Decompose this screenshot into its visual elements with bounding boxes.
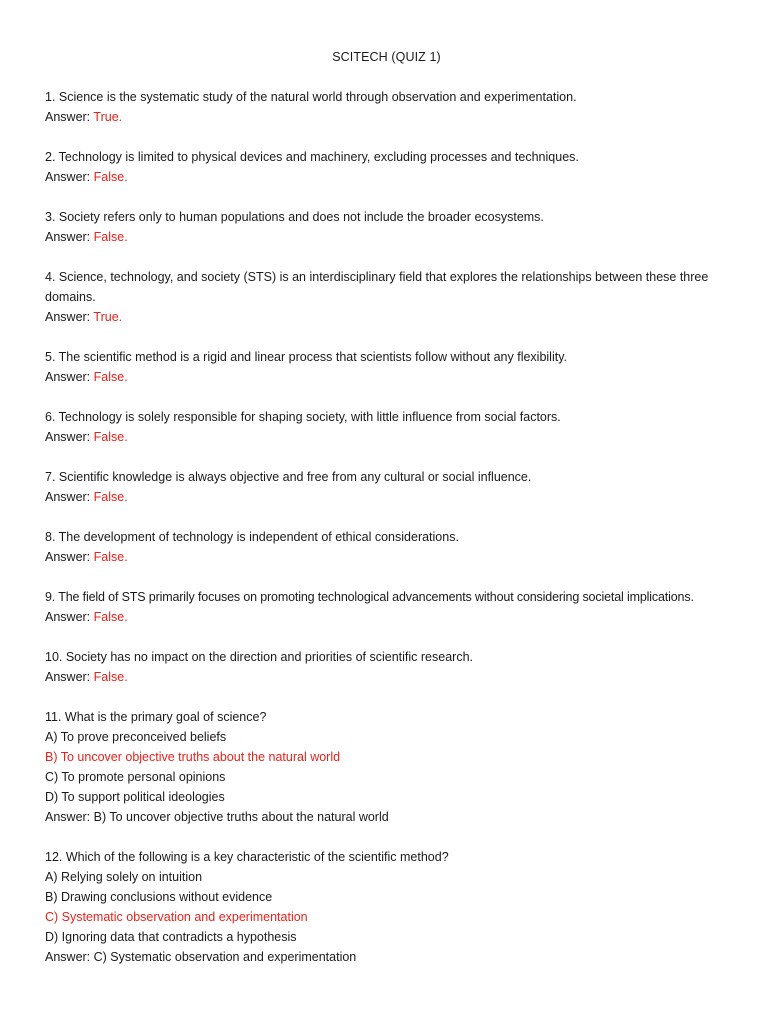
- answer-line: [45, 167, 728, 187]
- question-text: 11. What is the primary goal of science?: [45, 710, 267, 724]
- answer-line: [45, 367, 728, 387]
- tf-question-9: [45, 587, 728, 627]
- answer-line: [45, 107, 728, 127]
- answer-value: False.: [93, 670, 128, 684]
- option-b: B) Drawing conclusions without evidence: [45, 890, 273, 904]
- option-c: C) To promote personal opinions: [45, 770, 226, 784]
- answer-value: False.: [93, 170, 128, 184]
- answer-label: Answer:: [45, 110, 94, 124]
- answer-value: False.: [93, 610, 128, 624]
- answer-line: [45, 227, 728, 247]
- answer-label: Answer:: [45, 550, 94, 564]
- answer-value: False.: [93, 370, 128, 384]
- answer-value: True.: [93, 110, 123, 124]
- mc-question-12: [45, 847, 728, 967]
- option-c-correct: C) Systematic observation and experimentation: [45, 910, 308, 924]
- option-a: A) To prove preconceived beliefs: [45, 730, 227, 744]
- answer-label: Answer:: [45, 430, 94, 444]
- answer-line: [45, 547, 728, 567]
- answer-value: False.: [93, 230, 128, 244]
- tf-question-5: [45, 347, 728, 387]
- answer-value: True.: [93, 310, 123, 324]
- tf-question-8: [45, 527, 728, 567]
- answer-line: [45, 607, 728, 627]
- option-b-correct: B) To uncover objective truths about the natural world: [45, 750, 341, 764]
- option-d: D) Ignoring data that contradicts a hypothesis: [45, 930, 297, 944]
- tf-question-3: [45, 207, 728, 247]
- question-text: 5. The scientific method is a rigid and linear process that scientists follow without any flexibility.: [45, 350, 568, 364]
- option-a: A) Relying solely on intuition: [45, 870, 203, 884]
- answer-label: Answer:: [45, 370, 94, 384]
- answer-label: Answer:: [45, 670, 94, 684]
- answer-line: [45, 487, 728, 507]
- question-text: 6. Technology is solely responsible for shaping society, with little influence from social factors.: [45, 410, 561, 424]
- answer-label: Answer:: [45, 610, 94, 624]
- tf-question-1: [45, 87, 728, 127]
- question-text: 7. Scientific knowledge is always objective and free from any cultural or social influence.: [45, 470, 532, 484]
- question-text: 3. Society refers only to human populations and does not include the broader ecosystems.: [45, 210, 544, 224]
- answer-value: False.: [93, 490, 128, 504]
- question-text: 4. Science, technology, and society (STS) is an interdisciplinary field that explores the relationships between these three domains.: [45, 270, 709, 304]
- answer-label: Answer:: [45, 170, 94, 184]
- option-d: D) To support political ideologies: [45, 790, 225, 804]
- mc-question-11: [45, 707, 728, 827]
- answer-label: Answer:: [45, 230, 94, 244]
- question-text: 12. Which of the following is a key characteristic of the scientific method?: [45, 850, 449, 864]
- question-text: 2. Technology is limited to physical devices and machinery, excluding processes and techniques.: [45, 150, 579, 164]
- answer-label: Answer:: [45, 310, 94, 324]
- document-title: SCITECH (QUIZ 1): [332, 50, 441, 64]
- tf-question-10: [45, 647, 728, 687]
- answer-line: [45, 427, 728, 447]
- question-text: 1. Science is the systematic study of the natural world through observation and experimentation.: [45, 90, 577, 104]
- answer-value: False.: [93, 550, 128, 564]
- answer-line: Answer: B) To uncover objective truths about the natural world: [45, 810, 389, 824]
- answer-line: Answer: C) Systematic observation and experimentation: [45, 950, 357, 964]
- tf-question-7: [45, 467, 728, 507]
- question-text: 10. Society has no impact on the direction and priorities of scientific research.: [45, 650, 473, 664]
- answer-label: Answer:: [45, 490, 94, 504]
- answer-line: [45, 667, 728, 687]
- tf-question-2: [45, 147, 728, 187]
- question-text: 8. The development of technology is independent of ethical considerations.: [45, 530, 459, 544]
- answer-value: False.: [93, 430, 128, 444]
- question-text: 9. The field of STS primarily focuses on promoting technological advancements without considering societal implications.: [45, 590, 694, 604]
- answer-line: [45, 307, 728, 327]
- tf-question-6: [45, 407, 728, 447]
- tf-question-4: [45, 267, 728, 327]
